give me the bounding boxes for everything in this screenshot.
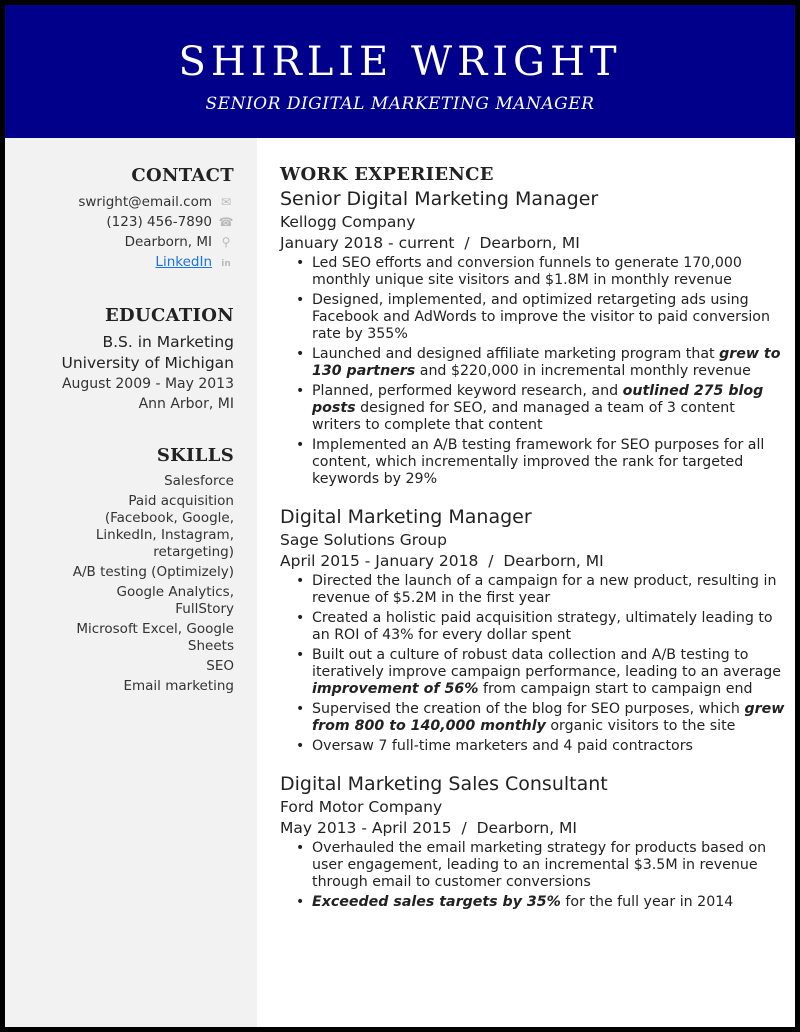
job-dates-location bbox=[280, 233, 785, 254]
separator: / bbox=[451, 819, 477, 837]
bullet-item bbox=[290, 573, 785, 607]
bullet-item bbox=[290, 437, 785, 488]
bullet-item bbox=[290, 738, 785, 755]
job-company: Kellogg Company bbox=[280, 213, 416, 231]
job-dates-location bbox=[280, 818, 785, 839]
bullet-text: Planned, performed keyword research, and bbox=[312, 383, 623, 399]
job-entry bbox=[280, 504, 785, 755]
phone-text: (123) 456-7890 bbox=[106, 214, 212, 230]
job-company: Sage Solutions Group bbox=[280, 531, 447, 549]
education-dates: August 2009 - May 2013 bbox=[61, 376, 234, 392]
contact-phone bbox=[5, 212, 234, 232]
separator: / bbox=[478, 552, 504, 570]
skill-item: Paid acquisition (Facebook, Google, LinkedIn, Instagram, retargeting) bbox=[95, 493, 234, 560]
linkedin-icon: in bbox=[221, 259, 231, 269]
skill-item: Google Analytics, FullStory bbox=[116, 584, 234, 617]
jobs-list bbox=[280, 186, 785, 911]
bullet-text: Designed, implemented, and optimized retargeting ads using Facebook and AdWords to improve the visitor to paid conversion rate by 355% bbox=[312, 292, 770, 342]
education-location: Ann Arbor, MI bbox=[138, 396, 234, 412]
bullet-highlight: improvement of 56% bbox=[312, 681, 479, 697]
contact-heading: CONTACT bbox=[131, 165, 234, 186]
bullet-highlight: grew to 130 partners bbox=[312, 346, 781, 379]
resume-page bbox=[5, 5, 795, 1027]
skill-item: A/B testing (Optimizely) bbox=[72, 564, 234, 580]
bullet-item bbox=[290, 383, 785, 434]
linkedin-link[interactable]: LinkedIn bbox=[155, 254, 212, 270]
skill-item: Salesforce bbox=[164, 473, 234, 489]
resume-header bbox=[5, 5, 795, 138]
candidate-title: SENIOR DIGITAL MARKETING MANAGER bbox=[205, 94, 595, 114]
bullet-text: Implemented an A/B testing framework for SEO purposes for all content, which incrementally improved the rank for targeted keywords by 29% bbox=[312, 437, 765, 487]
location-text: Dearborn, MI bbox=[124, 234, 212, 250]
job-company: Ford Motor Company bbox=[280, 798, 443, 816]
bullet-text: and $220,000 in incremental monthly revenue bbox=[415, 363, 751, 379]
bullet-text: Directed the launch of a campaign for a new product, resulting in revenue of $5.2M in the first year bbox=[312, 573, 777, 606]
job-bullets bbox=[290, 573, 785, 755]
sidebar bbox=[5, 138, 257, 1027]
job-dates: January 2018 - current bbox=[280, 234, 455, 252]
bullet-item bbox=[290, 701, 785, 735]
bullet-item bbox=[290, 610, 785, 644]
bullet-text: Supervised the creation of the blog for SEO purposes, which bbox=[312, 701, 745, 717]
bullet-text: Launched and designed affiliate marketing program that bbox=[312, 346, 720, 362]
job-location: Dearborn, MI bbox=[476, 819, 577, 837]
bullet-item bbox=[290, 840, 785, 891]
job-entry bbox=[280, 186, 785, 488]
bullet-item bbox=[290, 647, 785, 698]
skill-item: Microsoft Excel, Google Sheets bbox=[76, 621, 234, 654]
education-school: University of Michigan bbox=[61, 354, 234, 372]
bullet-text: Built out a culture of robust data collection and A/B testing to iteratively improve campaign performance, leading to an average bbox=[312, 647, 782, 680]
skill-item: Email marketing bbox=[123, 678, 234, 694]
bullet-item bbox=[290, 894, 785, 911]
bullet-text: Overhauled the email marketing strategy for products based on user engagement, leading to an incremental $3.5M in revenue through email to customer conversions bbox=[312, 840, 767, 890]
bullet-text: for the full year in 2014 bbox=[560, 894, 734, 910]
bullet-highlight: Exceeded sales targets by 35% bbox=[312, 894, 561, 910]
job-title: Digital Marketing Sales Consultant bbox=[280, 773, 608, 795]
contact-location bbox=[5, 232, 234, 252]
job-entry bbox=[280, 771, 785, 911]
job-dates-location bbox=[280, 551, 785, 572]
separator: / bbox=[454, 234, 480, 252]
job-dates: May 2013 - April 2015 bbox=[280, 819, 452, 837]
envelope-icon: ✉ bbox=[220, 195, 232, 209]
education-block bbox=[5, 332, 234, 414]
skills-list bbox=[65, 473, 234, 695]
job-bullets bbox=[290, 255, 785, 488]
job-dates: April 2015 - January 2018 bbox=[280, 552, 479, 570]
bullet-text: Led SEO efforts and conversion funnels to generate 170,000 monthly unique site visitors and $1.8M in monthly revenue bbox=[312, 255, 742, 288]
work-experience-heading: WORK EXPERIENCE bbox=[280, 164, 494, 185]
phone-icon: ☎ bbox=[218, 215, 234, 229]
skill-item: SEO bbox=[206, 658, 234, 674]
contact-email bbox=[5, 192, 234, 212]
email-text: swright@email.com bbox=[78, 194, 212, 210]
job-title: Senior Digital Marketing Manager bbox=[280, 188, 599, 210]
bullet-item bbox=[290, 292, 785, 343]
bullet-text: organic visitors to the site bbox=[545, 718, 736, 734]
education-heading: EDUCATION bbox=[105, 305, 234, 326]
contact-linkedin bbox=[5, 252, 234, 274]
skills-heading: SKILLS bbox=[156, 445, 234, 466]
job-location: Dearborn, MI bbox=[479, 234, 580, 252]
job-title: Digital Marketing Manager bbox=[280, 506, 532, 528]
bullet-item bbox=[290, 255, 785, 289]
education-degree: B.S. in Marketing bbox=[102, 333, 234, 351]
main-column bbox=[280, 138, 785, 914]
bullet-highlight: outlined 275 blog posts bbox=[312, 383, 764, 416]
contact-list bbox=[5, 192, 234, 274]
bullet-item bbox=[290, 346, 785, 380]
bullet-highlight: grew from 800 to 140,000 monthly bbox=[312, 701, 785, 734]
bullet-text: designed for SEO, and managed a team of 3 content writers to complete that content bbox=[312, 400, 735, 433]
map-pin-icon: ⚲ bbox=[221, 235, 231, 249]
bullet-text: Oversaw 7 full-time marketers and 4 paid contractors bbox=[312, 738, 693, 754]
bullet-text: from campaign start to campaign end bbox=[478, 681, 753, 697]
job-bullets bbox=[290, 840, 785, 911]
job-location: Dearborn, MI bbox=[503, 552, 604, 570]
bullet-text: Created a holistic paid acquisition strategy, ultimately leading to an ROI of 43% for every dollar spent bbox=[312, 610, 773, 643]
candidate-name: SHIRLIE WRIGHT bbox=[178, 39, 622, 85]
